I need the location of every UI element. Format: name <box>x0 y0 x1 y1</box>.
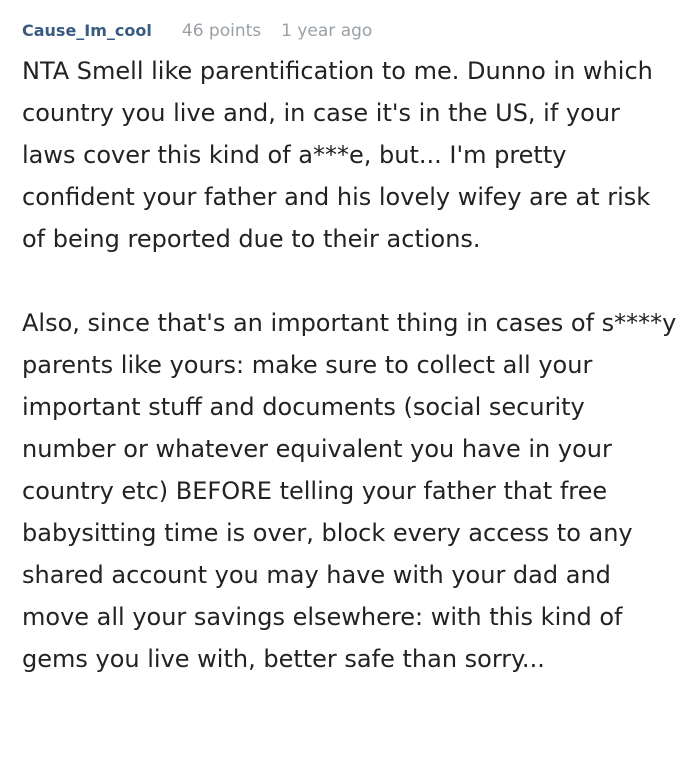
comment-points: 46 points <box>181 21 262 41</box>
comment-author-link[interactable]: Cause_Im_cool <box>22 21 152 40</box>
comment-body <box>22 50 680 680</box>
comment-meta <box>22 18 680 44</box>
comment-paragraph-2: Also, since that's an important thing in cases of s****y parents like yours: make sure to collect all your important stuff and documents (social security number or whatever equivalent you have in your country etc) BEFORE telling your father that free babysitting time is over, block every access to any shared account you may have with your dad and move all your savings elsewhere: with this kind of gems you live with, better safe than sorry... <box>22 309 677 673</box>
comment-timestamp: 1 year ago <box>281 21 373 41</box>
comment-paragraph-1: NTA Smell like parentification to me. Dunno in which country you live and, in case it's in the US, if your laws cover this kind of a***e, but... I'm pretty confident your father and his lovely wifey are at risk of being reported due to their actions. <box>22 57 653 253</box>
